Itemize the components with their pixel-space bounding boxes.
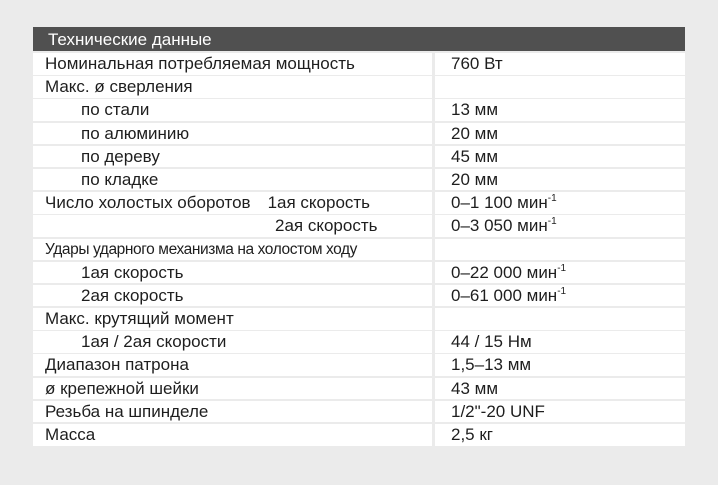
row-value (435, 192, 685, 214)
table-row (33, 401, 685, 423)
table-row (33, 76, 685, 98)
row-label: Номинальная потребляемая мощность (33, 53, 432, 75)
row-label (33, 192, 432, 214)
row-label: 2ая скорость (33, 285, 432, 307)
row-value (435, 262, 685, 284)
table-row (33, 123, 685, 145)
row-value-text: 0–3 050 мин (451, 216, 548, 236)
row-value-text: 0–61 000 мин (451, 285, 558, 305)
unit-superscript: -1 (557, 262, 567, 274)
table-title: Технические данные (33, 27, 685, 51)
row-label: Резьба на шпинделе (33, 401, 432, 423)
row-value: 20 мм (435, 123, 685, 145)
row-value (435, 76, 685, 98)
row-value: 1,5–13 мм (435, 354, 685, 376)
row-label (33, 215, 432, 237)
row-label: по кладке (33, 169, 432, 191)
table-row (33, 354, 685, 376)
row-value (435, 239, 685, 261)
row-label-speed: 1ая скорость (267, 193, 371, 213)
row-value: 13 мм (435, 99, 685, 121)
table-row (33, 99, 685, 121)
table-row (33, 262, 685, 284)
table-row (33, 285, 685, 307)
row-label: Масса (33, 424, 432, 446)
table-row (33, 308, 685, 330)
row-label: 1ая / 2ая скорости (33, 331, 432, 353)
row-label-speed: 2ая скорость (275, 216, 378, 236)
row-value: 43 мм (435, 378, 685, 400)
row-value (435, 285, 685, 307)
row-label: Диапазон патрона (33, 354, 432, 376)
unit-superscript: -1 (547, 216, 557, 228)
row-label: по стали (33, 99, 432, 121)
table-row (33, 192, 685, 214)
row-label-text: Число холостых оборотов (45, 193, 251, 213)
row-value (435, 215, 685, 237)
row-value: 1/2"-20 UNF (435, 401, 685, 423)
row-value-text: 0–1 100 мин (451, 193, 548, 213)
table-row (33, 169, 685, 191)
table-row (33, 146, 685, 168)
row-value-text: 0–22 000 мин (451, 262, 558, 282)
row-label: Макс. крутящий момент (33, 308, 432, 330)
table-row (33, 331, 685, 353)
unit-superscript: -1 (557, 285, 567, 297)
row-value: 760 Вт (435, 53, 685, 75)
row-value: 2,5 кг (435, 424, 685, 446)
row-value: 45 мм (435, 146, 685, 168)
unit-superscript: -1 (547, 193, 557, 205)
table-row (33, 215, 685, 237)
row-label: 1ая скорость (33, 262, 432, 284)
table-row (33, 53, 685, 75)
row-value: 20 мм (435, 169, 685, 191)
row-value: 44 / 15 Нм (435, 331, 685, 353)
row-label: ø крепежной шейки (33, 378, 432, 400)
row-value (435, 308, 685, 330)
row-label: по дереву (33, 146, 432, 168)
table-row (33, 378, 685, 400)
specifications-table (33, 27, 685, 447)
row-label: Удары ударного механизма на холостом ходу (33, 239, 432, 261)
row-label: Макс. ø сверления (33, 76, 432, 98)
table-row (33, 239, 685, 261)
table-row (33, 424, 685, 446)
row-label: по алюминию (33, 123, 432, 145)
